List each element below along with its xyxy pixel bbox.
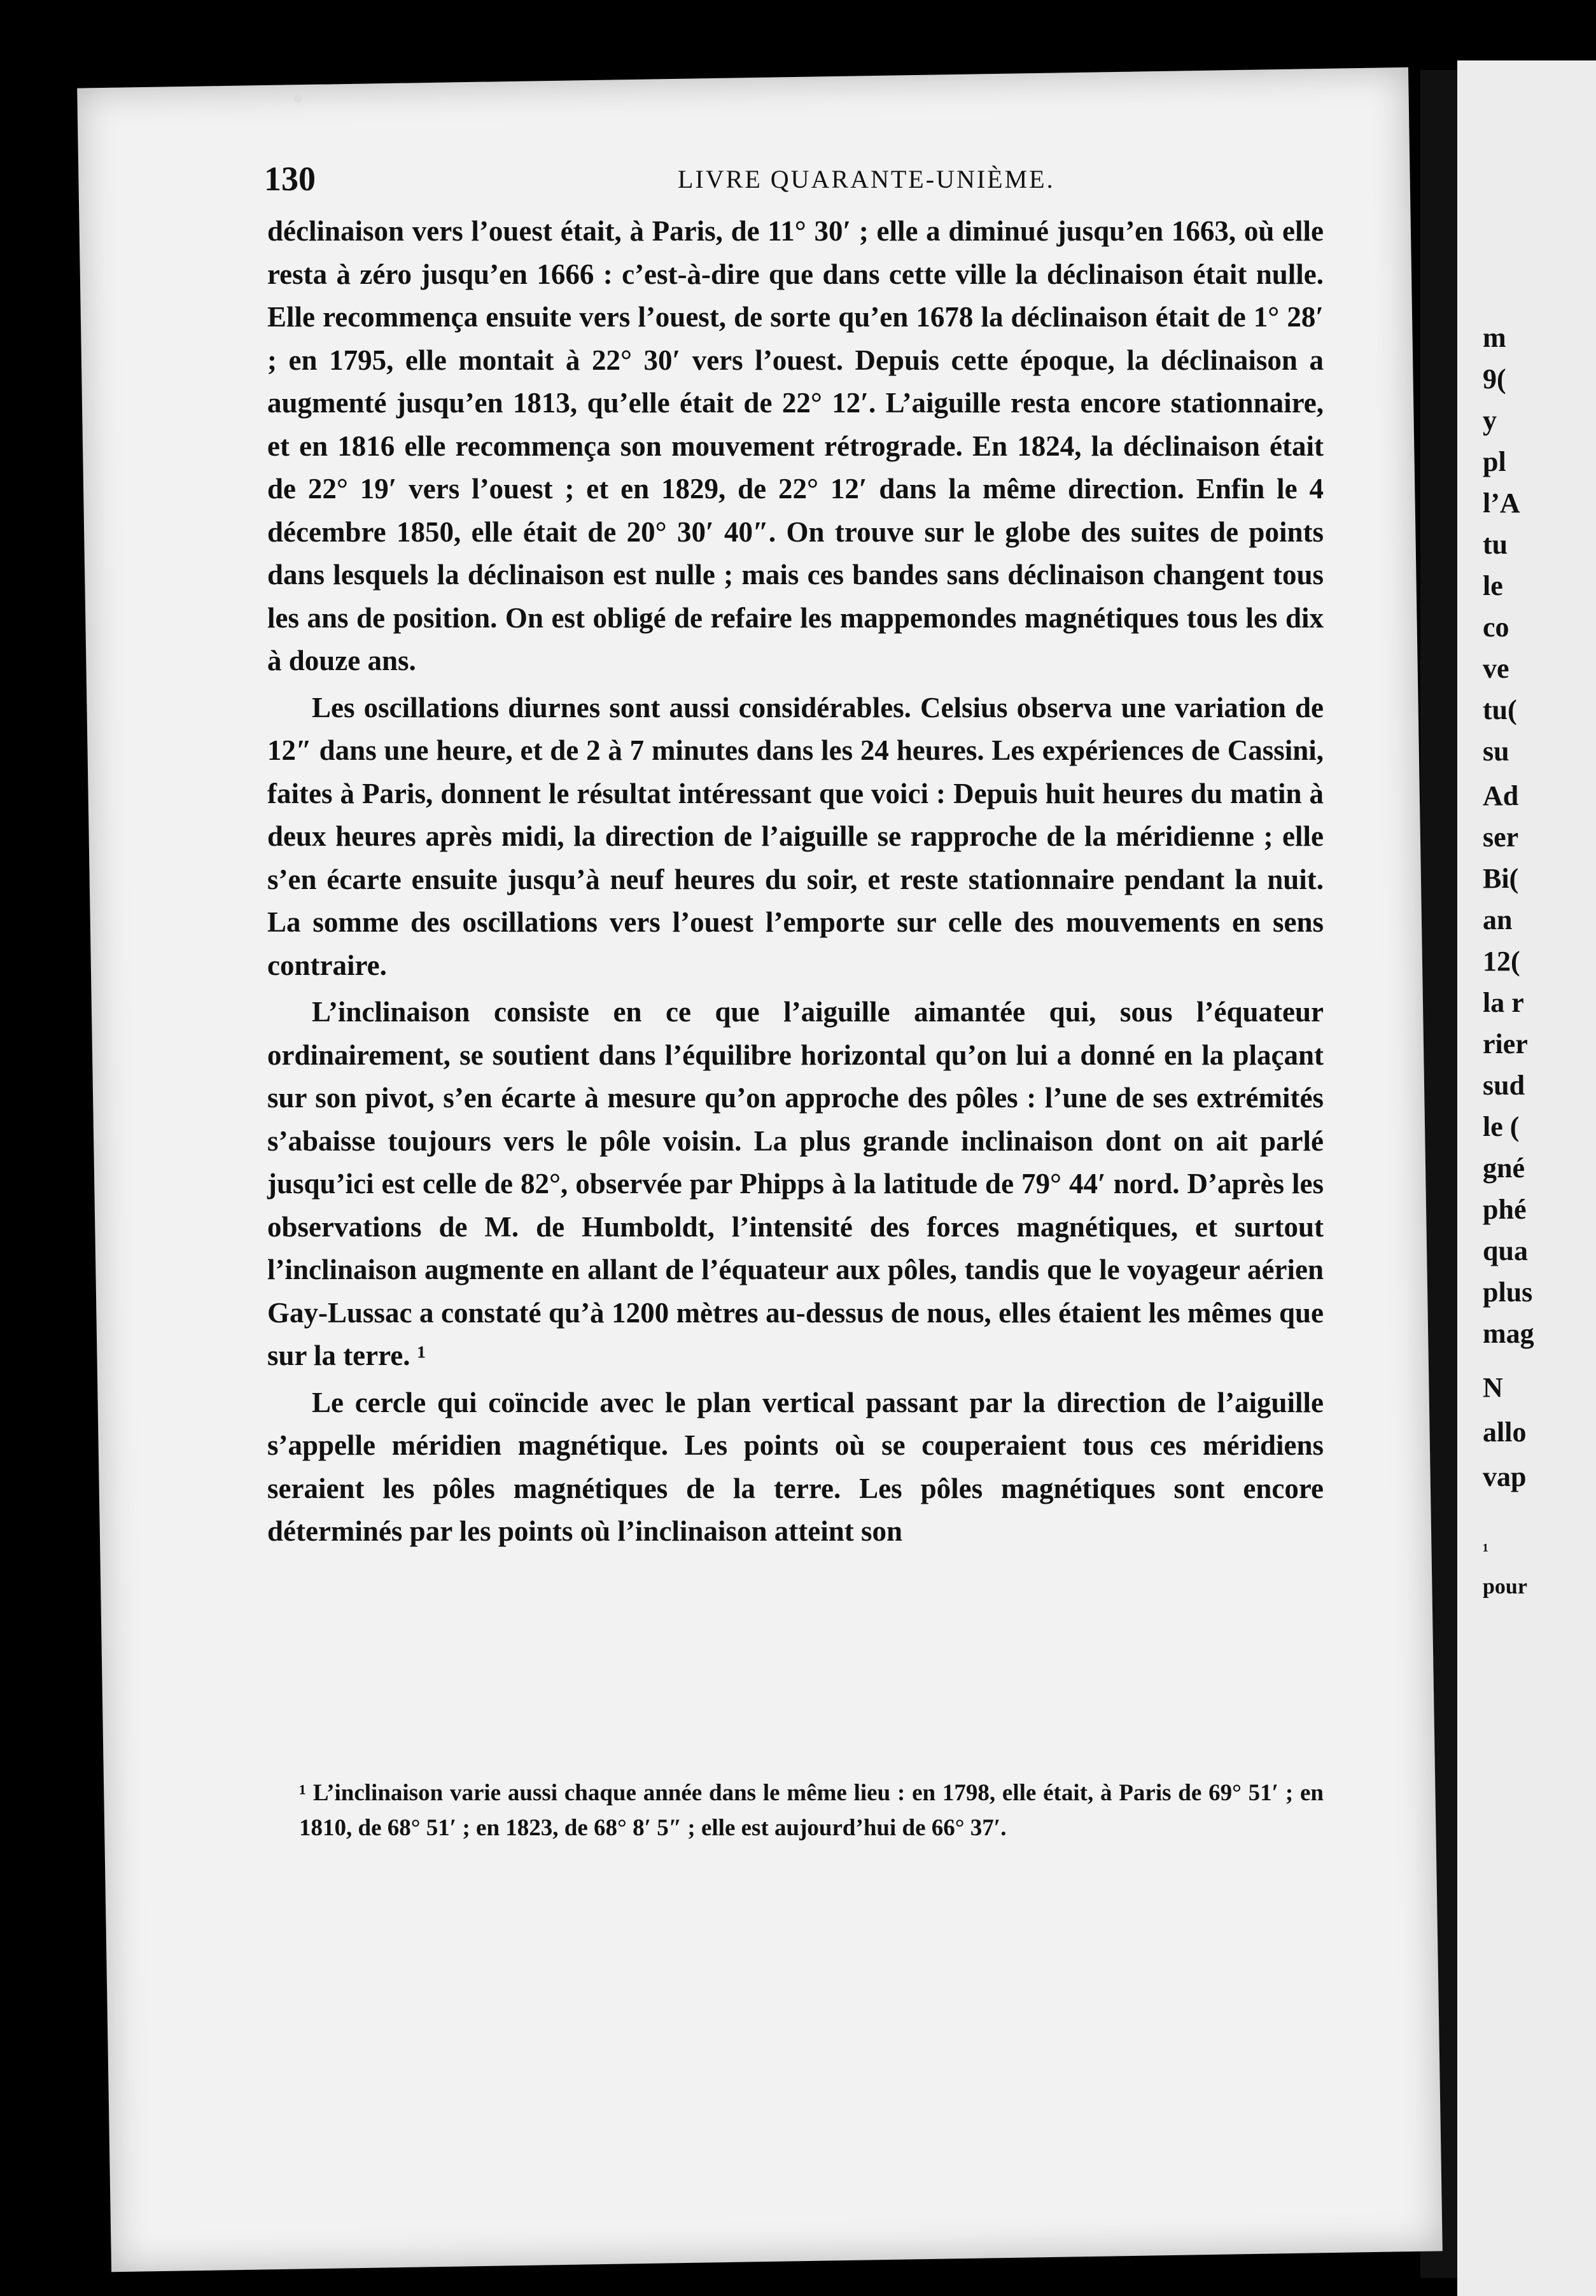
adjacent-fragment: Ad xyxy=(1483,780,1519,811)
page-header xyxy=(264,159,1488,197)
adjacent-fragment: 12( xyxy=(1483,946,1520,977)
adjacent-fragment: mag xyxy=(1483,1318,1534,1349)
adjacent-fragment: le xyxy=(1483,570,1503,601)
adjacent-fragment: ve xyxy=(1483,653,1509,684)
paragraph: Les oscillations diurnes sont aussi considérables. Celsius observa une variation de 12″ dans une heure, et de 2 à 7 minutes dans les 24 heures. Les expériences de Cassini, faites à Paris, donnent le résultat intéressant que voici : Depuis huit heures du matin à deux heures après midi, la direction de l’aiguille se rapproche de la méridienne ; elle s’en écarte ensuite jusqu’à neuf heures du soir, et reste stationnaire pendant la nuit. La somme des oscillations vers l’ouest l’emporte sur celle des mouvements en sens contraire. xyxy=(267,691,1324,981)
adjacent-fragment: gné xyxy=(1483,1152,1525,1184)
adjacent-fragment: pl xyxy=(1483,446,1506,477)
paragraph: déclinaison vers l’ouest était, à Paris, de 11° 30′ ; elle a diminué jusqu’en 1663, où elle resta à zéro jusqu’en 1666 : c’est-à-dire que dans cette ville la déclinaison était nulle. Elle recommença ensuite vers l’ouest, de sorte qu’en 1678 la déclinaison était de 1° 28′ ; en 1795, elle montait à 22° 30′ vers l’ouest. Depuis cette époque, la déclinaison a augmenté jusqu’en 1813, qu’elle était de 22° 12′. L’aiguille resta encore stationnaire, et en 1816 elle recommença son mouvement rétrograde. En 1824, la déclinaison était de 22° 19′ vers l’ouest ; et en 1829, de 22° 12′ dans la même direction. Enfin le 4 décembre 1850, elle était de 20° 30′ 40″. On trouve sur le globe des suites de points dans lesquels la déclinaison est nulle ; mais ces bandes sans déclinaison changent tous les ans de position. On est obligé de refaire les mappemondes magnétiques tous les dix à douze ans. xyxy=(267,215,1324,676)
footnote: ¹ L’inclinaison varie aussi chaque année dans le même lieu : en 1798, elle était, à Paris de 69° 51′ ; en 1810, de 68° 51′ ; en 1823, de 68° 8′ 5″ ; elle est aujourd’hui de 66° 37′. xyxy=(299,1780,1324,1841)
adjacent-fragment: co xyxy=(1483,612,1509,643)
paragraph: L’inclinaison consiste en ce que l’aiguille aimantée qui, sous l’équateur ordinairement, se soutient dans l’équilibre horizontal qu’on lui a donné en la plaçant sur son pivot, s’en écarte à mesure qu’on approche des pôles : l’une de ses extrémités s’abaisse toujours vers le pôle voisin. La plus grande inclinaison dont on ait parlé jusqu’ici est celle de 82°, observée par Phipps à la latitude de 79° 44′ nord. D’après les observations de M. de Humboldt, l’intensité des forces magnétiques, et surtout l’inclinaison augmente en allant de l’équateur aux pôles, tandis que le voyageur aérien Gay-Lussac a constaté qu’à 1200 mètres au-dessus de nous, elles étaient les mêmes que sur la terre. ¹ xyxy=(267,996,1324,1371)
adjacent-fragment: y xyxy=(1483,405,1497,436)
adjacent-fragment: m xyxy=(1483,322,1506,353)
adjacent-fragment: pour xyxy=(1483,1575,1527,1599)
paragraph: Le cercle qui coïncide avec le plan vertical passant par la direction de l’aiguille s’appelle méridien magnétique. Les points où se couperaient tous ces méridiens seraient les pôles magnétiques de la terre. Les pôles magnétiques sont encore déterminés par les points où l’inclinaison atteint son xyxy=(267,1386,1324,1547)
page-number: 130 xyxy=(264,160,316,198)
adjacent-fragment: la r xyxy=(1483,987,1524,1018)
adjacent-fragment: an xyxy=(1483,904,1513,935)
adjacent-fragment: 9( xyxy=(1483,363,1506,395)
adjacent-fragment: qua xyxy=(1483,1235,1528,1266)
adjacent-fragment: Bi( xyxy=(1483,863,1519,894)
adjacent-fragment: phé xyxy=(1483,1194,1527,1225)
adjacent-fragment: l’A xyxy=(1483,487,1520,519)
adjacent-page xyxy=(1457,60,1596,2296)
adjacent-fragment: le ( xyxy=(1483,1111,1520,1142)
adjacent-fragment: sud xyxy=(1483,1070,1525,1101)
adjacent-fragment: su xyxy=(1483,736,1509,767)
adjacent-fragment: ¹ xyxy=(1483,1540,1488,1561)
adjacent-fragment: ser xyxy=(1483,822,1519,853)
adjacent-fragment: vap xyxy=(1483,1461,1527,1492)
running-title: LIVRE QUARANTE-UNIÈME. xyxy=(678,165,1055,193)
adjacent-fragment: allo xyxy=(1483,1417,1527,1448)
adjacent-fragment: N xyxy=(1483,1372,1503,1403)
adjacent-fragment: tu( xyxy=(1483,694,1517,725)
adjacent-fragment: rier xyxy=(1483,1028,1528,1060)
adjacent-fragment: tu xyxy=(1483,529,1508,560)
adjacent-fragment: plus xyxy=(1483,1277,1533,1308)
body-text xyxy=(267,210,1324,1557)
scan-speck xyxy=(293,94,302,102)
